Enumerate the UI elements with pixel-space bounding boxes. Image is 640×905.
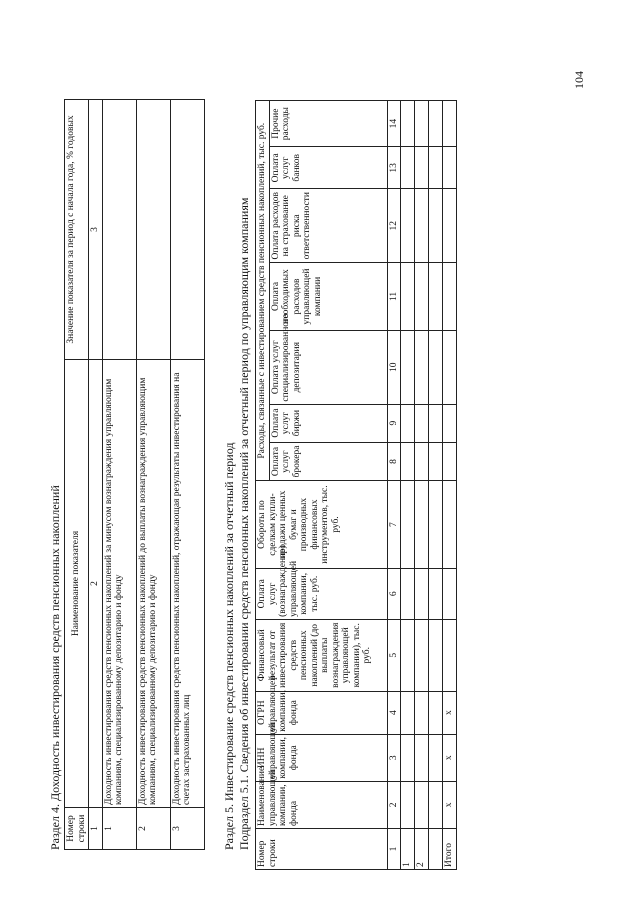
- s5-colnum: 12: [387, 189, 401, 263]
- s5-header-insurance: Оплата расходов на страхование риска ответственности: [269, 189, 387, 263]
- s5-cell: [429, 619, 443, 691]
- s5-cell: [429, 189, 443, 263]
- s5-cell: [443, 101, 457, 147]
- s5-header-expenses-group: Расходы, связанные с инвестированием средств пенсионных накоплений, тыс. руб.: [256, 101, 270, 481]
- s4-row-name: Доходность инвестирования средств пенсионных накоплений за минусом вознаграждения управляющим компаниям, специализированному депозитарию и фонду: [102, 360, 136, 808]
- s5-cell: [401, 691, 415, 734]
- s5-cell: [443, 263, 457, 331]
- s5-header-other: Прочие расходы: [269, 101, 387, 147]
- s5-cell: [401, 568, 415, 619]
- s5-cell: [415, 189, 429, 263]
- s4-header-indicator-value: Значение показателя за период с начала года, % годовых: [65, 100, 89, 360]
- s5-header-company-name: Наименование управляющей компании, фонда: [256, 781, 388, 828]
- s5-header-turnover: Обороты по сделкам купли-продажи ценных бумаг и производных финансовых инструментов, тыс. руб.: [256, 481, 388, 568]
- s5-header-necessary-expenses: Оплата необходимых расходов управляющей компании: [269, 263, 387, 331]
- s5-colnum: 5: [387, 619, 401, 691]
- s5-colnum: 1: [387, 829, 401, 870]
- s5-colnum: 9: [387, 404, 401, 442]
- s5-header-depository: Оплата услуг специализированного депозитария: [269, 330, 387, 404]
- s5-colnum: 10: [387, 330, 401, 404]
- s4-row-name: Доходность инвестирования средств пенсионных накоплений, отражающая результаты инвестирования на счетах застрахованных лиц: [170, 360, 204, 808]
- s5-cell: [443, 481, 457, 568]
- s4-row-number: 1: [102, 808, 136, 850]
- s5-cell: [415, 619, 429, 691]
- section4-title: Раздел 4. Доходность инвестирования средств пенсионных накоплений: [48, 485, 62, 850]
- s5-cell: [429, 330, 443, 404]
- s5-cell: [401, 263, 415, 331]
- s5-header-broker: Оплата услуг брокера: [269, 442, 387, 481]
- s5-header-financial-result: Финансовый результат от инвестирования средств пенсионных накоплений (до выплаты вознаграждения управляющей компании), тыс. руб.: [256, 619, 388, 691]
- s5-cell: [415, 404, 429, 442]
- s5-cell: [401, 781, 415, 828]
- s5-total-mark: x: [443, 734, 457, 781]
- s5-cell: [401, 619, 415, 691]
- s5-cell: [429, 404, 443, 442]
- section5-title: Раздел 5. Инвестирование средств пенсионных накоплений за отчетный период: [222, 442, 236, 850]
- s5-colnum: 3: [387, 734, 401, 781]
- section5-table: [255, 100, 457, 870]
- s5-cell: [429, 263, 443, 331]
- s5-total-mark: x: [443, 781, 457, 828]
- s5-row-number: 1: [401, 829, 415, 870]
- s4-row-value: [136, 100, 170, 360]
- s5-colnum: 7: [387, 481, 401, 568]
- s5-cell: [415, 330, 429, 404]
- s5-cell: [401, 442, 415, 481]
- s5-cell: [401, 734, 415, 781]
- s5-total-mark: x: [443, 691, 457, 734]
- s5-cell: [401, 481, 415, 568]
- s5-total-label: Итого: [443, 829, 457, 870]
- s5-cell: [429, 829, 443, 870]
- s5-cell: [415, 442, 429, 481]
- s5-cell: [429, 734, 443, 781]
- s5-colnum: 8: [387, 442, 401, 481]
- s5-cell: [401, 404, 415, 442]
- s5-cell: [429, 481, 443, 568]
- s5-cell: [429, 781, 443, 828]
- s5-cell: [443, 147, 457, 189]
- s5-cell: [415, 263, 429, 331]
- s4-colnum: 1: [89, 808, 103, 850]
- s5-cell: [415, 147, 429, 189]
- s4-row-name: Доходность инвестирования средств пенсионных накоплений до выплаты вознаграждения управляющим компаниям, специализированному депозитарию и фонду: [136, 360, 170, 808]
- s4-colnum: 2: [89, 360, 103, 808]
- s5-colnum: 6: [387, 568, 401, 619]
- page-number: 104: [572, 71, 586, 89]
- s5-cell: [401, 330, 415, 404]
- s5-cell: [415, 481, 429, 568]
- s5-row-number: 2: [415, 829, 429, 870]
- s5-colnum: 4: [387, 691, 401, 734]
- s5-cell: [429, 691, 443, 734]
- s5-cell: [443, 189, 457, 263]
- s5-colnum: 11: [387, 263, 401, 331]
- s5-cell: [429, 147, 443, 189]
- s5-cell: [429, 101, 443, 147]
- section5-subtitle: Подраздел 5.1. Сведения об инвестировании средств пенсионных накоплений за отчетный период по управляющим компаниям: [237, 197, 251, 850]
- s5-cell: [443, 330, 457, 404]
- s4-header-row-number: Номер строки: [65, 808, 89, 850]
- s5-cell: [415, 568, 429, 619]
- s5-colnum: 14: [387, 101, 401, 147]
- s5-cell: [429, 568, 443, 619]
- s5-colnum: 13: [387, 147, 401, 189]
- s5-cell: [415, 734, 429, 781]
- s4-colnum: 3: [89, 100, 103, 360]
- section4-table: [64, 99, 205, 850]
- s5-cell: [443, 442, 457, 481]
- s5-header-ogrn: ОГРН управляющей компании, фонда: [256, 691, 388, 734]
- s4-header-indicator-name: Наименование показателя: [65, 360, 89, 808]
- s5-cell: [401, 189, 415, 263]
- s5-cell: [415, 691, 429, 734]
- s4-row-value: [102, 100, 136, 360]
- s5-cell: [415, 781, 429, 828]
- s5-cell: [443, 619, 457, 691]
- s5-header-banks: Оплата услуг банков: [269, 147, 387, 189]
- s4-row-value: [170, 100, 204, 360]
- s5-header-fee: Оплата услуг (вознаграждение) управляющей компании, тыс. руб.: [256, 568, 388, 619]
- s5-cell: [415, 101, 429, 147]
- s5-cell: [443, 568, 457, 619]
- s4-row-number: 3: [170, 808, 204, 850]
- s5-header-inn: ИНН управляющей компании, фонда: [256, 734, 388, 781]
- s5-header-row-number: Номер строки: [256, 829, 388, 870]
- s5-cell: [443, 404, 457, 442]
- s5-colnum: 2: [387, 781, 401, 828]
- s5-cell: [429, 442, 443, 481]
- s5-cell: [401, 101, 415, 147]
- s4-row-number: 2: [136, 808, 170, 850]
- s5-header-exchange: Оплата услуг биржи: [269, 404, 387, 442]
- s5-cell: [401, 147, 415, 189]
